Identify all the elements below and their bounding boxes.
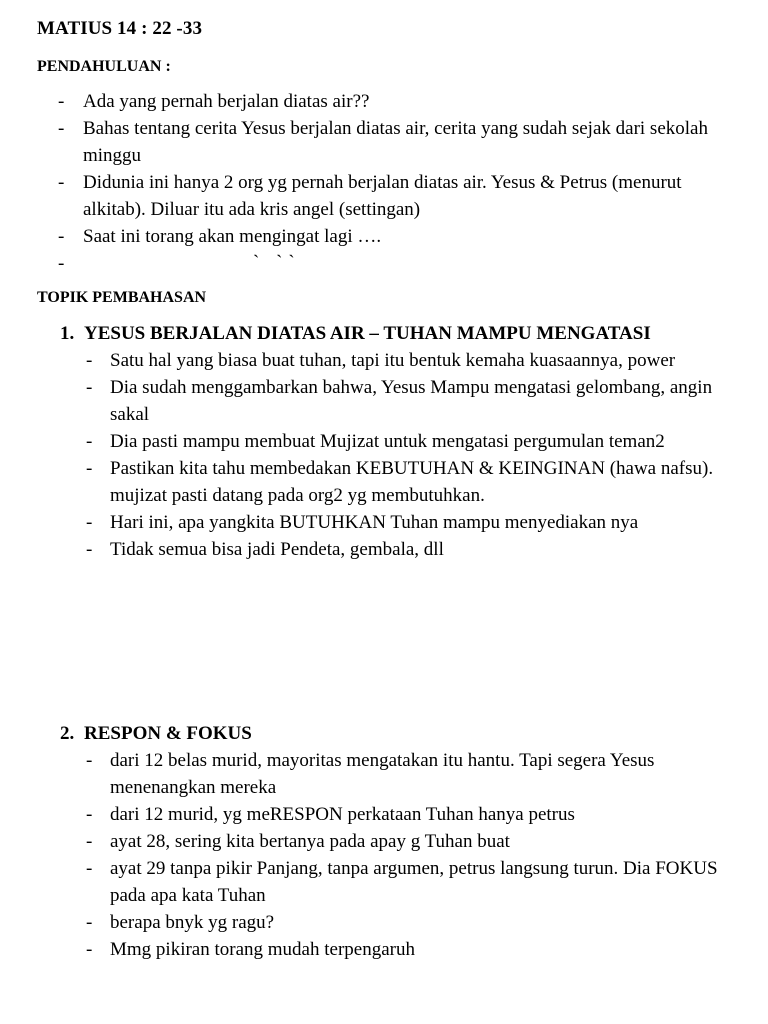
bullet-dash: - — [86, 912, 93, 933]
topic-title-text: YESUS BERJALAN DIATAS AIR – TUHAN MAMPU MENGATASI — [84, 323, 651, 344]
list-item — [58, 223, 748, 250]
bullet-dash: - — [86, 858, 93, 879]
topic-title-text: RESPON & FOKUS — [84, 723, 252, 744]
bullet-dash: - — [58, 172, 65, 193]
bullet-dash: - — [58, 226, 65, 247]
topic-number: 2. — [60, 723, 75, 744]
list-item-text: Hari ini, apa yangkita BUTUHKAN Tuhan mampu menyediakan nya — [110, 512, 639, 533]
list-item-text: dari 12 belas murid, mayoritas mengatakan itu hantu. Tapi segera Yesus menenangkan mereka — [110, 750, 655, 798]
topic-list — [60, 347, 750, 563]
list-item-text: Ada yang pernah berjalan diatas air?? — [83, 91, 370, 112]
list-item — [60, 428, 750, 455]
topic-title — [60, 320, 750, 347]
list-item-text: berapa bnyk yg ragu? — [110, 912, 275, 933]
cut-off-marks: ` `` — [253, 252, 301, 273]
list-item — [60, 747, 750, 801]
topic-section-2 — [60, 720, 750, 963]
bullet-dash: - — [86, 377, 93, 398]
list-item-text: Mmg pikiran torang mudah terpengaruh — [110, 939, 415, 960]
list-item — [60, 509, 750, 536]
bullet-dash: - — [86, 431, 93, 452]
list-item-text: dari 12 murid, yg meRESPON perkataan Tuhan hanya petrus — [110, 804, 575, 825]
bullet-dash: - — [86, 512, 93, 533]
topic-heading: TOPIK PEMBAHASAN — [37, 289, 207, 306]
list-item — [60, 936, 750, 963]
list-item — [60, 455, 750, 509]
list-item-cut-off — [58, 250, 748, 274]
bullet-dash: - — [86, 539, 93, 560]
list-item-text: Satu hal yang biasa buat tuhan, tapi itu bentuk kemaha kuasaannya, power — [110, 350, 676, 371]
intro-list — [58, 88, 748, 274]
bullet-dash: - — [86, 831, 93, 852]
list-item — [60, 374, 750, 428]
list-item — [60, 855, 750, 909]
list-item — [60, 347, 750, 374]
bullet-dash: - — [58, 118, 65, 139]
list-item-text: Dia sudah menggambarkan bahwa, Yesus Mampu mengatasi gelombang, angin sakal — [110, 377, 713, 425]
list-item-text: Pastikan kita tahu membedakan KEBUTUHAN & KEINGINAN (hawa nafsu). mujizat pasti datang pada org2 yg membutuhkan. — [110, 458, 714, 506]
list-item — [58, 88, 748, 115]
bullet-dash: - — [86, 750, 93, 771]
topic-section-1 — [60, 320, 750, 563]
bullet-dash: - — [86, 804, 93, 825]
list-item-text: Tidak semua bisa jadi Pendeta, gembala, dll — [110, 539, 444, 560]
bullet-dash: - — [58, 253, 65, 274]
list-item — [60, 909, 750, 936]
list-item-text: Bahas tentang cerita Yesus berjalan diatas air, cerita yang sudah sejak dari sekolah minggu — [83, 118, 708, 166]
topic-list — [60, 747, 750, 963]
intro-heading: PENDAHULUAN : — [37, 58, 171, 75]
list-item-text: Dia pasti mampu membuat Mujizat untuk mengatasi pergumulan teman2 — [110, 431, 665, 452]
bullet-dash: - — [86, 458, 93, 479]
list-item-text: Saat ini torang akan mengingat lagi …. — [83, 226, 382, 247]
bullet-dash: - — [86, 939, 93, 960]
list-item — [58, 169, 748, 223]
list-item — [60, 801, 750, 828]
topic-number: 1. — [60, 323, 75, 344]
bullet-dash: - — [86, 350, 93, 371]
document-title: MATIUS 14 : 22 -33 — [37, 18, 203, 39]
list-item-text: Didunia ini hanya 2 org yg pernah berjalan diatas air. Yesus & Petrus (menurut alkitab). Diluar itu ada kris angel (settingan) — [83, 172, 682, 220]
list-item — [60, 536, 750, 563]
list-item — [60, 828, 750, 855]
list-item — [58, 115, 748, 169]
bullet-dash: - — [58, 91, 65, 112]
topic-title — [60, 720, 750, 747]
list-item-text: ayat 28, sering kita bertanya pada apay g Tuhan buat — [110, 831, 510, 852]
list-item-text: ayat 29 tanpa pikir Panjang, tanpa argumen, petrus langsung turun. Dia FOKUS pada apa kata Tuhan — [110, 858, 718, 906]
